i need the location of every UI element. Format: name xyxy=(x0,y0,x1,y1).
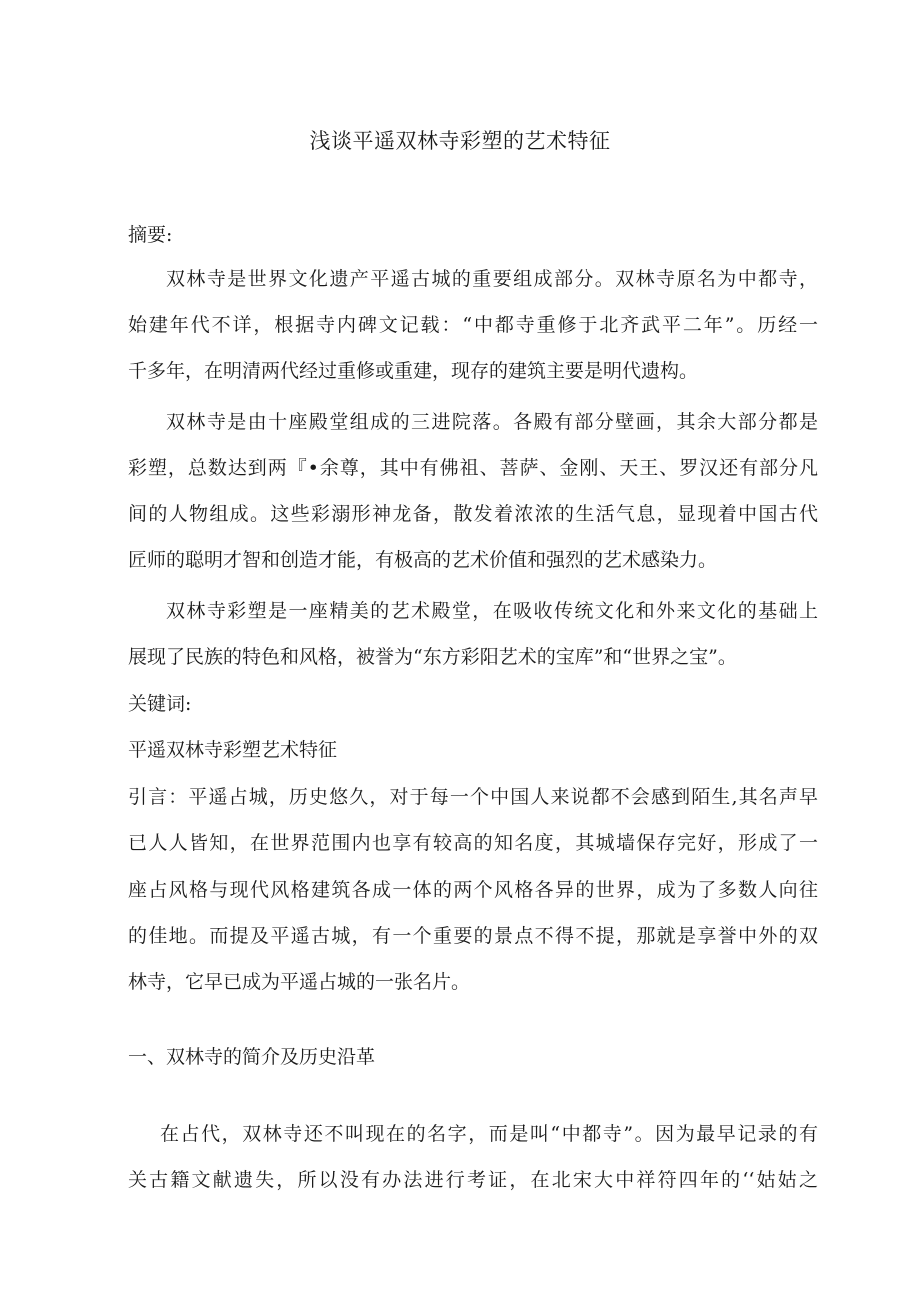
intro-line3: 座占风格与现代风格建筑各成一体的两个风格各异的世界，成为了多数人向往 xyxy=(128,879,818,901)
section1-heading: 一、双林寺的简介及历史沿革 xyxy=(128,1046,376,1068)
abstract-p1-line2: 始建年代不详，根据寺内碑文记载：“中都寺重修于北齐武平二年”。历经一 xyxy=(128,314,818,336)
abstract-p2-line4: 匠师的聪明才智和创造才能，有极高的艺术价值和强烈的艺术感染力。 xyxy=(128,549,718,571)
abstract-p3-line2: 展现了民族的特色和风格，被誉为“东方彩阳艺术的宝库”和“世界之宝”。 xyxy=(128,646,737,668)
keywords-label: 关键词: xyxy=(128,693,192,715)
abstract-label: 摘要: xyxy=(128,224,173,246)
abstract-p1-line1: 双林寺是世界文化遗产平遥古城的重要组成部分。双林寺原名为中都寺， xyxy=(166,268,818,290)
abstract-p2-line2: 彩塑，总数达到两『•余尊，其中有佛祖、菩萨、金刚、天王、罗汉还有部分凡 xyxy=(128,457,818,479)
intro-line4: 的佳地。而提及平遥古城，有一个重要的景点不得不提，那就是享誉中外的双 xyxy=(128,925,818,947)
section1-line1: 在占代，双林寺还不叫现在的名字，而是叫“中都寺”。因为最早记录的有 xyxy=(160,1123,818,1145)
abstract-p3-line1: 双林寺彩塑是一座精美的艺术殿堂，在吸收传统文化和外来文化的基础上 xyxy=(166,600,818,622)
keywords-text: 平遥双林寺彩塑艺术特征 xyxy=(128,739,338,761)
intro-line2: 已人人皆知，在世界范围内也享有较高的知名度，其城墙保存完好，形成了一 xyxy=(128,832,818,854)
abstract-p2-line3: 间的人物组成。这些彩溺形神龙备，散发着浓浓的生活气息，显现着中国古代 xyxy=(128,503,818,525)
abstract-p1-line3: 千多年，在明清两代经过重修或重建，现存的建筑主要是明代遗构。 xyxy=(128,360,699,382)
intro-line1: 引言：平遥占城，历史悠久，对于每一个中国人来说都不会感到陌生,其名声早 xyxy=(128,786,818,808)
abstract-p2-line1: 双林寺是由十座殿堂组成的三进院落。各殿有部分壁画，其余大部分都是 xyxy=(166,411,818,433)
document-title: 浅谈平遥双林寺彩塑的艺术特征 xyxy=(309,129,611,153)
section1-line2: 关古籍文献遗失，所以没有办法进行考证，在北宋大中祥符四年的‘‘姑姑之 xyxy=(128,1169,818,1191)
intro-line5: 林寺，它早已成为平遥占城的一张名片。 xyxy=(128,971,471,993)
